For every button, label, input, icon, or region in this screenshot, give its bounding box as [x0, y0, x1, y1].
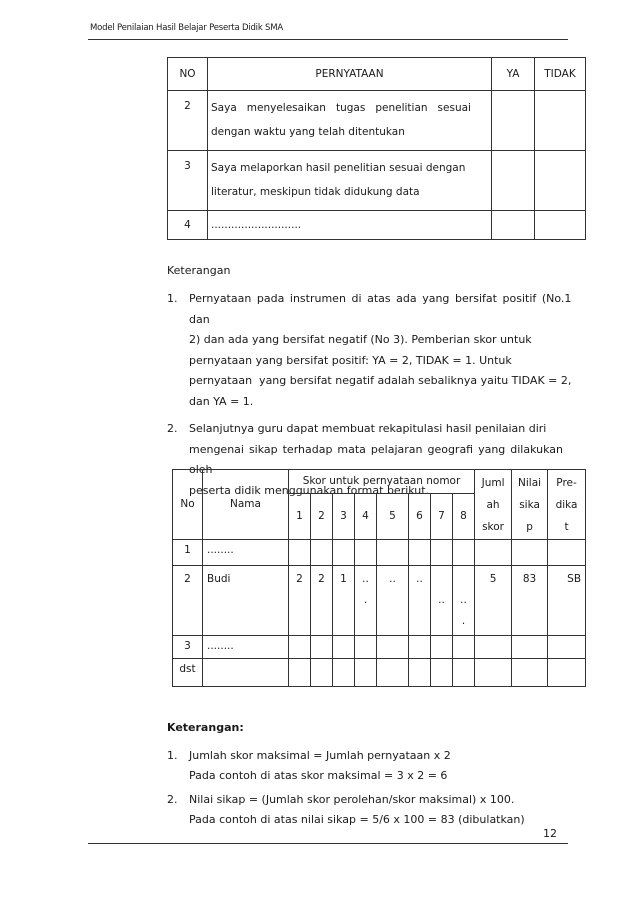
list-number: 2. [167, 422, 178, 435]
keterangan-title-2: Keterangan: [167, 721, 244, 734]
list-number: 1. [167, 749, 178, 762]
col-header-num-6: 6 [409, 494, 431, 540]
row-number: 4 [168, 211, 208, 240]
recap-table [172, 469, 586, 687]
statement-text: Saya menyelesaikan tugas penelitian sesuai dengan waktu yang telah ditentukan [208, 91, 492, 151]
score-cell [409, 659, 431, 687]
score-cell [409, 636, 431, 659]
statement-text: ........................... [208, 211, 492, 240]
col-header-skor: Skor untuk pernyataan nomor [289, 470, 475, 494]
nilai-cell [512, 540, 548, 566]
score-cell [377, 636, 409, 659]
table-header-row [168, 58, 586, 91]
list-number: 2. [167, 793, 178, 806]
list-text: Selanjutnya guru dapat membuat rekapitulasi hasil penilaian diri mengenai sikap terhadap mata pelajaran geografi yang dilakukan oleh peserta didik menggunakan format berikut. [189, 422, 563, 497]
score-cell: 2 [289, 566, 311, 636]
running-header: Model Penilaian Hasil Belajar Peserta Didik SMA [90, 23, 283, 33]
list-item [167, 746, 567, 786]
col-header-ya: YA [492, 58, 535, 91]
col-header-nama: Nama [203, 470, 289, 540]
score-cell [289, 636, 311, 659]
score-cell [289, 540, 311, 566]
student-name: ........ [203, 636, 289, 659]
table-row [173, 659, 586, 687]
col-header-num-8: 8 [453, 494, 475, 540]
score-cell [333, 659, 355, 687]
table-row [168, 211, 586, 240]
score-cell: .. . [453, 566, 475, 636]
list-text: Pernyataan pada instrumen di atas ada yang bersifat positif (No.1 dan 2) dan ada yang bersifat negatif (No 3). Pemberian skor untuk pernyataan yang bersifat positif: YA = 2, TIDAK = 1. Untuk pernyataan yang bersifat negatif adalah sebaliknya yaitu TIDAK = 2, dan YA = 1. [189, 292, 572, 408]
score-cell [355, 636, 377, 659]
header-rule [88, 39, 568, 40]
score-cell [311, 636, 333, 659]
score-cell: 2 [311, 566, 333, 636]
col-header-num-4: 4 [355, 494, 377, 540]
col-header-tidak: TIDAK [535, 58, 586, 91]
col-header-num-2: 2 [311, 494, 333, 540]
total-cell [475, 636, 512, 659]
tidak-cell[interactable] [535, 211, 586, 240]
statement-table [167, 57, 586, 240]
row-number: 2 [168, 91, 208, 151]
col-header-num-3: 3 [333, 494, 355, 540]
total-cell [475, 540, 512, 566]
predikat-cell [548, 659, 586, 687]
score-cell [333, 540, 355, 566]
col-header-nilai: Nilai sika p [512, 470, 548, 540]
score-cell [431, 636, 453, 659]
score-cell: .. [409, 566, 431, 636]
row-number: 2 [173, 566, 203, 636]
keterangan-list-2 [167, 746, 567, 830]
footer-rule [88, 843, 568, 844]
total-cell: 5 [475, 566, 512, 636]
predikat-cell [548, 540, 586, 566]
table-row [173, 540, 586, 566]
col-header-num-7: 7 [431, 494, 453, 540]
table-row [173, 636, 586, 659]
table-row [173, 566, 586, 636]
score-cell [431, 540, 453, 566]
col-header-num-1: 1 [289, 494, 311, 540]
score-cell [355, 659, 377, 687]
score-cell: .. [431, 566, 453, 636]
table-header-row [173, 470, 586, 494]
col-header-no: No [173, 470, 203, 540]
score-cell [431, 659, 453, 687]
list-item [167, 289, 572, 412]
page-number: 12 [543, 827, 557, 840]
score-cell [409, 540, 431, 566]
score-cell [377, 659, 409, 687]
score-cell [311, 540, 333, 566]
nilai-cell [512, 659, 548, 687]
ya-cell[interactable] [492, 91, 535, 151]
row-number: 3 [173, 636, 203, 659]
score-cell: 1 [333, 566, 355, 636]
score-cell [333, 636, 355, 659]
col-header-jumlah: Juml ah skor [475, 470, 512, 540]
row-number: 1 [173, 540, 203, 566]
predikat-cell [548, 636, 586, 659]
predikat-cell: SB [548, 566, 586, 636]
col-header-no: NO [168, 58, 208, 91]
student-name: ........ [203, 540, 289, 566]
row-number: 3 [168, 151, 208, 211]
score-cell [453, 636, 475, 659]
score-cell [311, 659, 333, 687]
list-text: Nilai sikap = (Jumlah skor perolehan/skor maksimal) x 100. Pada contoh di atas nilai sikap = 5/6 x 100 = 83 (dibulatkan) [189, 793, 525, 826]
list-number: 1. [167, 292, 178, 305]
score-cell [289, 659, 311, 687]
table-row [168, 91, 586, 151]
col-header-num-5: 5 [377, 494, 409, 540]
total-cell [475, 659, 512, 687]
score-cell: .. [377, 566, 409, 636]
col-header-predikat: Pre- dika t [548, 470, 586, 540]
col-header-pernyataan: PERNYATAAN [208, 58, 492, 91]
nilai-cell [512, 636, 548, 659]
ya-cell[interactable] [492, 211, 535, 240]
list-item [167, 790, 567, 830]
score-cell [453, 659, 475, 687]
table-row [168, 151, 586, 211]
score-cell [453, 540, 475, 566]
row-number: dst [173, 659, 203, 687]
nilai-cell: 83 [512, 566, 548, 636]
score-cell: .. . [355, 566, 377, 636]
keterangan-title: Keterangan [167, 264, 231, 277]
tidak-cell[interactable] [535, 151, 586, 211]
list-text: Jumlah skor maksimal = Jumlah pernyataan x 2 Pada contoh di atas skor maksimal = 3 x 2 = 6 [189, 749, 451, 782]
score-cell [355, 540, 377, 566]
student-name: Budi [203, 566, 289, 636]
score-cell [377, 540, 409, 566]
tidak-cell[interactable] [535, 91, 586, 151]
student-name [203, 659, 289, 687]
statement-text: Saya melaporkan hasil penelitian sesuai dengan literatur, meskipun tidak didukung data [208, 151, 492, 211]
ya-cell[interactable] [492, 151, 535, 211]
